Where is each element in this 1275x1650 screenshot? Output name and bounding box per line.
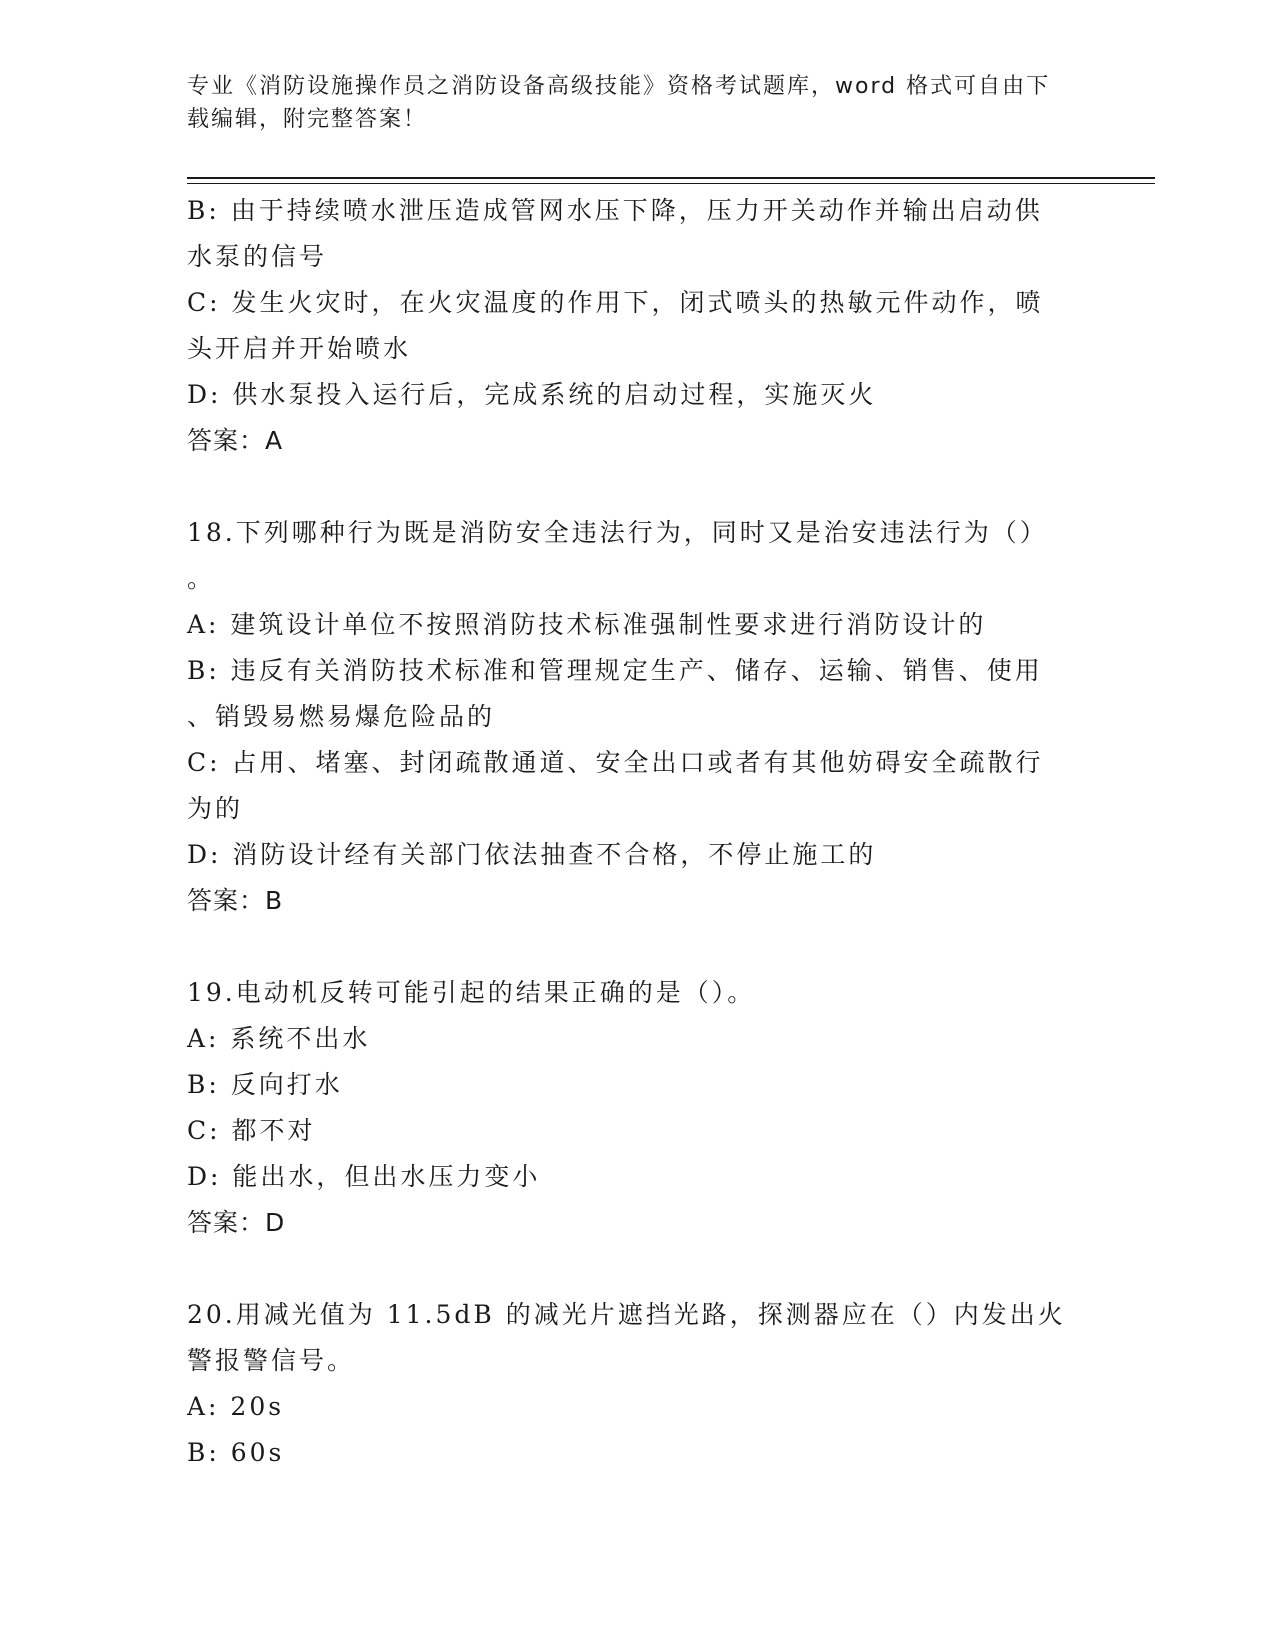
question-stem-line-2: 警报警信号。 <box>187 1346 356 1375</box>
question-stem-line-1: 20.用减光值为 11.5dB 的减光片遮挡光路，探测器应在（）内发出火 <box>187 1300 1066 1329</box>
option-a: A: 建筑设计单位不按照消防技术标准强制性要求进行消防设计的 <box>187 610 987 639</box>
option-b-line-2: 、销毁易燃易爆危险品的 <box>187 702 496 731</box>
answer: 答案：B <box>187 886 284 915</box>
option-c-line-1: C: 发生火灾时，在火灾温度的作用下，闭式喷头的热敏元件动作，喷 <box>187 288 1044 317</box>
option-b-line-1: B: 违反有关消防技术标准和管理规定生产、储存、运输、销售、使用 <box>187 656 1043 685</box>
option-b-line-2: 水泵的信号 <box>187 242 328 271</box>
option-d: D: 供水泵投入运行后，完成系统的启动过程，实施灭火 <box>187 380 877 409</box>
question-19 <box>187 970 1087 1246</box>
option-d: D: 能出水，但出水压力变小 <box>187 1162 541 1191</box>
header-divider-thin <box>187 183 1155 184</box>
spacer <box>187 464 1087 510</box>
option-c: C: 都不对 <box>187 1116 316 1145</box>
spacer <box>187 1246 1087 1292</box>
option-c-line-1: C: 占用、堵塞、封闭疏散通道、安全出口或者有其他妨碍安全疏散行 <box>187 748 1044 777</box>
question-20 <box>187 1292 1087 1476</box>
question-stem: 19.电动机反转可能引起的结果正确的是（）。 <box>187 978 756 1007</box>
question-18 <box>187 510 1087 924</box>
question-stem-line-2: 。 <box>187 564 216 593</box>
option-c-line-2: 为的 <box>187 794 244 823</box>
header-divider-thick <box>187 177 1155 179</box>
answer: 答案：A <box>187 426 284 455</box>
question-stem-line-1: 18.下列哪种行为既是消防安全违法行为，同时又是治安违法行为（） <box>187 518 1048 547</box>
option-c-line-2: 头开启并开始喷水 <box>187 334 412 363</box>
option-a: A: 系统不出水 <box>187 1024 371 1053</box>
option-d: D: 消防设计经有关部门依法抽查不合格，不停止施工的 <box>187 840 877 869</box>
answer: 答案：D <box>187 1208 286 1237</box>
option-b-line-1: B: 由于持续喷水泄压造成管网水压下降，压力开关动作并输出启动供 <box>187 196 1043 225</box>
spacer <box>187 924 1087 970</box>
option-b: B: 60s <box>187 1438 285 1467</box>
option-a: A: 20s <box>187 1392 285 1421</box>
page-header: 专业《消防设施操作员之消防设备高级技能》资格考试题库，word 格式可自由下载编辑，附完整答案！ <box>187 74 1051 132</box>
option-b: B: 反向打水 <box>187 1070 343 1099</box>
question-17 <box>187 188 1087 464</box>
question-content <box>187 188 1087 1476</box>
